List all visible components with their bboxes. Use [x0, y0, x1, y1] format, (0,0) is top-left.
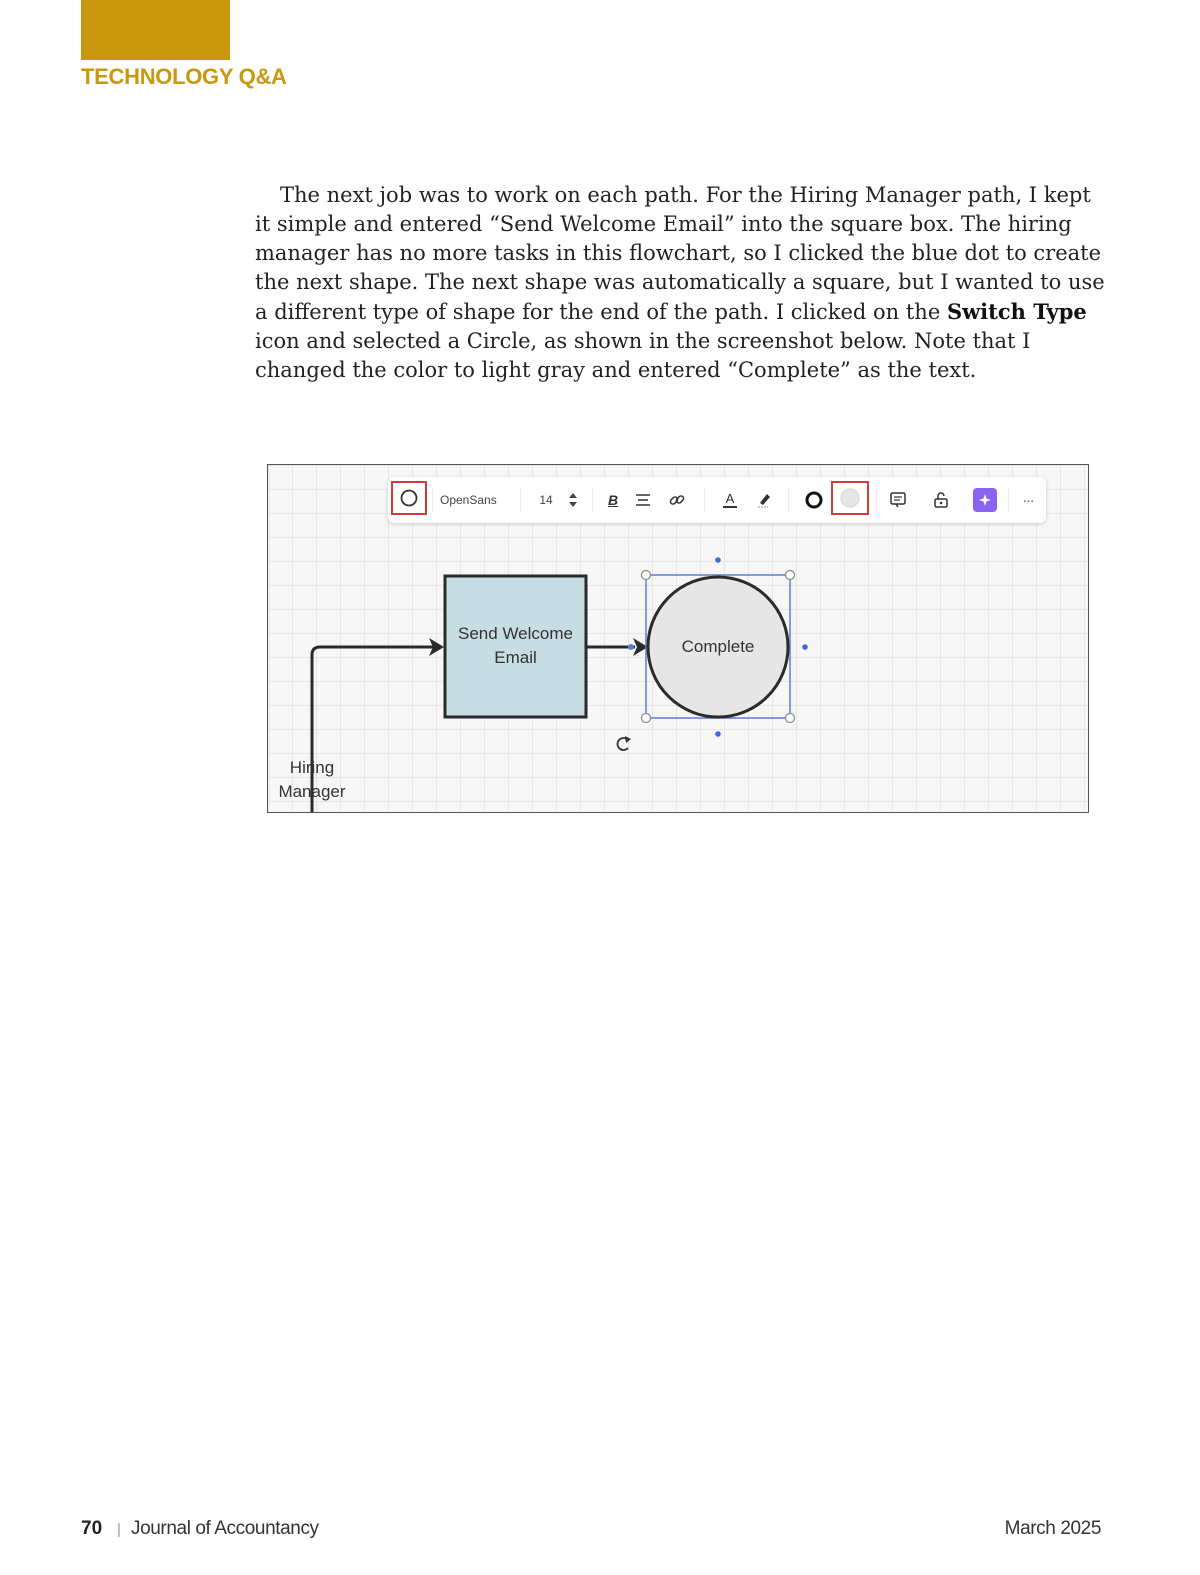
- toolbar-separator: [592, 487, 593, 513]
- border-icon: [804, 490, 824, 510]
- branch-label-line1: Hiring: [289, 758, 335, 777]
- font-size-value[interactable]: 14: [539, 493, 553, 507]
- ai-sparkle-icon: [973, 488, 997, 512]
- add-shape-dot-right: [802, 644, 808, 650]
- journal-name: Journal of Accountancy: [131, 1518, 319, 1539]
- fill-color-button[interactable]: [831, 481, 869, 515]
- more-button[interactable]: [1018, 477, 1038, 523]
- link-button[interactable]: [668, 477, 686, 523]
- square-label: [445, 622, 586, 670]
- toolbar-separator: [704, 487, 705, 513]
- text-color-button[interactable]: [721, 477, 739, 523]
- link-icon: [669, 492, 685, 508]
- resize-handle-tl: [642, 571, 651, 580]
- paragraph-bold-term: Switch Type: [946, 299, 1087, 324]
- flowchart-screenshot: [267, 464, 1089, 813]
- square-label-line2: Email: [494, 648, 537, 667]
- toolbar-separator: [1008, 487, 1009, 513]
- add-shape-dot-bottom: [715, 731, 721, 737]
- stepper-icon: [568, 491, 578, 509]
- lock-icon: [932, 491, 950, 509]
- font-size-stepper[interactable]: [566, 477, 580, 523]
- align-button[interactable]: [634, 477, 652, 523]
- issue-date: March 2025: [1004, 1518, 1101, 1539]
- resize-handle-tr: [786, 571, 795, 580]
- switch-type-button[interactable]: [391, 481, 427, 515]
- highlight-icon: [755, 491, 773, 509]
- section-label: TECHNOLOGY Q&A: [81, 64, 287, 89]
- more-icon: ···: [1022, 492, 1034, 508]
- ai-assist-button[interactable]: [972, 477, 998, 523]
- branch-label: [268, 756, 356, 804]
- rotate-icon: [618, 736, 631, 750]
- fill-color-icon: [839, 487, 861, 509]
- toolbar-separator: [432, 487, 433, 513]
- comment-icon: [889, 491, 907, 509]
- border-button[interactable]: [803, 477, 825, 523]
- add-shape-dot-top: [715, 557, 721, 563]
- page-number: 70: [81, 1518, 103, 1539]
- font-family-select[interactable]: OpenSans: [440, 493, 497, 507]
- branch-label-line2: Manager: [278, 782, 346, 801]
- connector-anchor-dot: [628, 644, 634, 650]
- resize-handle-bl: [642, 714, 651, 723]
- resize-handle-br: [786, 714, 795, 723]
- lock-button[interactable]: [931, 477, 951, 523]
- article-paragraph: [255, 181, 1105, 385]
- header-color-block: [81, 0, 230, 60]
- text-color-icon: [721, 491, 739, 509]
- footer-separator: |: [117, 1521, 121, 1538]
- bold-button[interactable]: [604, 477, 622, 523]
- align-icon: [635, 493, 651, 507]
- shape-toolbar: [388, 477, 1046, 523]
- comment-button[interactable]: [888, 477, 908, 523]
- svg-text:A: A: [725, 491, 735, 506]
- paragraph-text-after: icon and selected a Circle, as shown in the screenshot below. Note that I changed the color to light gray and entered “Complete” as the text.: [255, 329, 1031, 382]
- toolbar-separator: [876, 487, 877, 513]
- toolbar-separator: [520, 487, 521, 513]
- bold-icon: B: [607, 492, 619, 508]
- circle-label: Complete: [681, 637, 755, 656]
- square-label-line1: Send Welcome: [458, 624, 573, 643]
- highlight-button[interactable]: [755, 477, 773, 523]
- paragraph-text-before: The next job was to work on each path. For the Hiring Manager path, I kept it simple and entered “Send Welcome Email” into the square box. The hiring manager has no more tasks in this flowchart, so I clicked the blue dot to create the next shape. The next shape was automatically a square, but I wanted to use a different type of shape for the end of the path. I clicked on the: [255, 183, 1105, 324]
- switch-type-circle-icon: [399, 488, 419, 508]
- toolbar-separator: [788, 487, 789, 513]
